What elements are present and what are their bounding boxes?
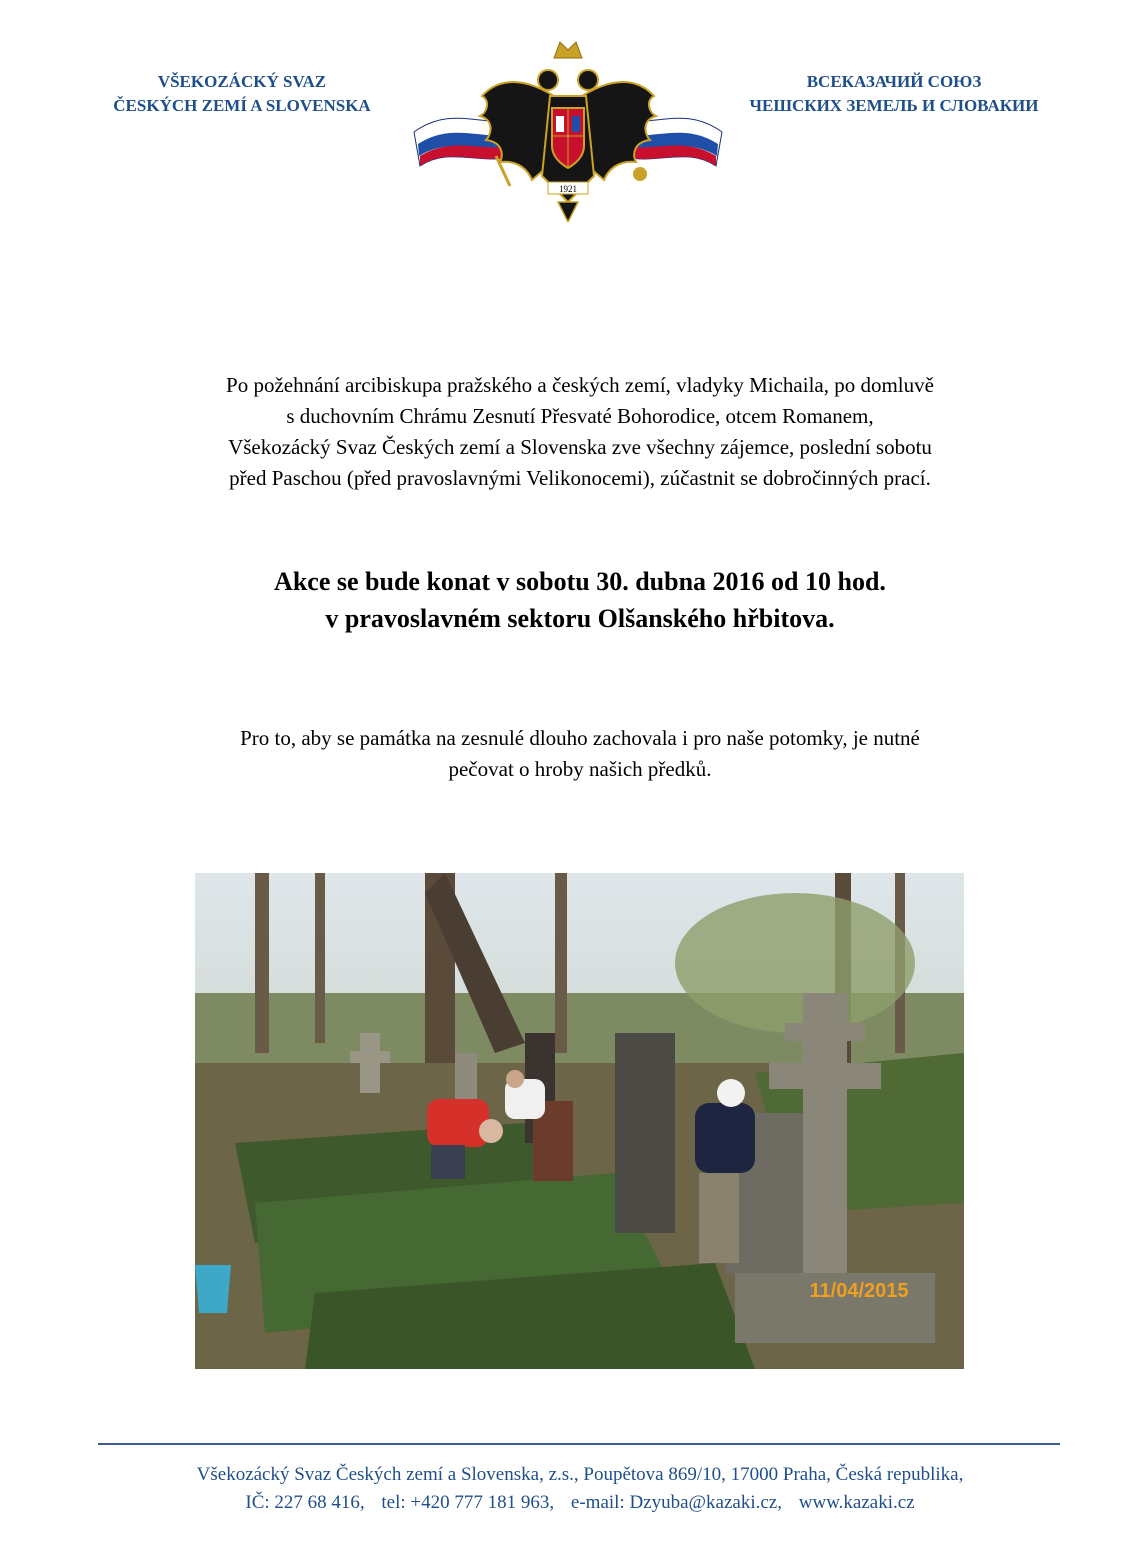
emblem-year: 1921 [559, 184, 577, 194]
footer-address: Všekozácký Svaz Českých zemí a Slovenska, z.s., Poupětova 869/10, 17000 Praha, Česká republika, [196, 1464, 964, 1485]
event-announcement [60, 563, 1100, 637]
header-left-line1: VŠEKOZÁCKÝ SVAZ [157, 72, 327, 91]
header-left-line2: ČESKÝCH ZEMÍ A SLOVENSKA [113, 96, 371, 115]
header-right-line2: ЧЕШСКИХ ЗЕМЕЛЬ И СЛОВАКИИ [749, 96, 1039, 115]
note-paragraph [60, 723, 1100, 785]
photo-date-stamp: 11/04/2015 [809, 1280, 909, 1302]
intro-paragraph [60, 370, 1100, 494]
note-line: pečovat o hroby našich předků. [448, 757, 712, 781]
footer-contacts [60, 1490, 1100, 1516]
footer-phone: tel: +420 777 181 963, [381, 1492, 555, 1513]
header-right-line1: ВСЕКАЗАЧИЙ СОЮЗ [806, 72, 982, 91]
double-eagle-emblem [410, 36, 726, 222]
intro-line: Po požehnání arcibiskupa pražského a českých zemí, vladyky Michaila, po domluvě [226, 373, 934, 397]
footer-website-link[interactable]: www.kazaki.cz [798, 1492, 915, 1513]
cemetery-photo [195, 873, 964, 1369]
footer-email-link[interactable]: e-mail: Dzyuba@kazaki.cz, [570, 1492, 782, 1513]
header-right-title [718, 70, 1070, 118]
note-line: Pro to, aby se památka na zesnulé dlouho zachovala i pro naše potomky, je nutné [240, 726, 920, 750]
header-left-title [92, 70, 392, 118]
footer-ic: IČ: 227 68 416, [245, 1492, 365, 1513]
intro-line: s duchovním Chrámu Zesnutí Přesvaté Bohorodice, otcem Romanem, [286, 404, 874, 428]
event-line: v pravoslavném sektoru Olšanského hřbitova. [325, 604, 835, 633]
intro-line: před Paschou (před pravoslavnými Velikonocemi), zúčastnit se dobročinných prací. [229, 466, 931, 490]
footer-divider [98, 1443, 1060, 1445]
event-line: Akce se bude konat v sobotu 30. dubna 2016 od 10 hod. [274, 567, 886, 596]
intro-line: Všekozácký Svaz Českých zemí a Slovenska zve všechny zájemce, poslední sobotu [228, 435, 932, 459]
